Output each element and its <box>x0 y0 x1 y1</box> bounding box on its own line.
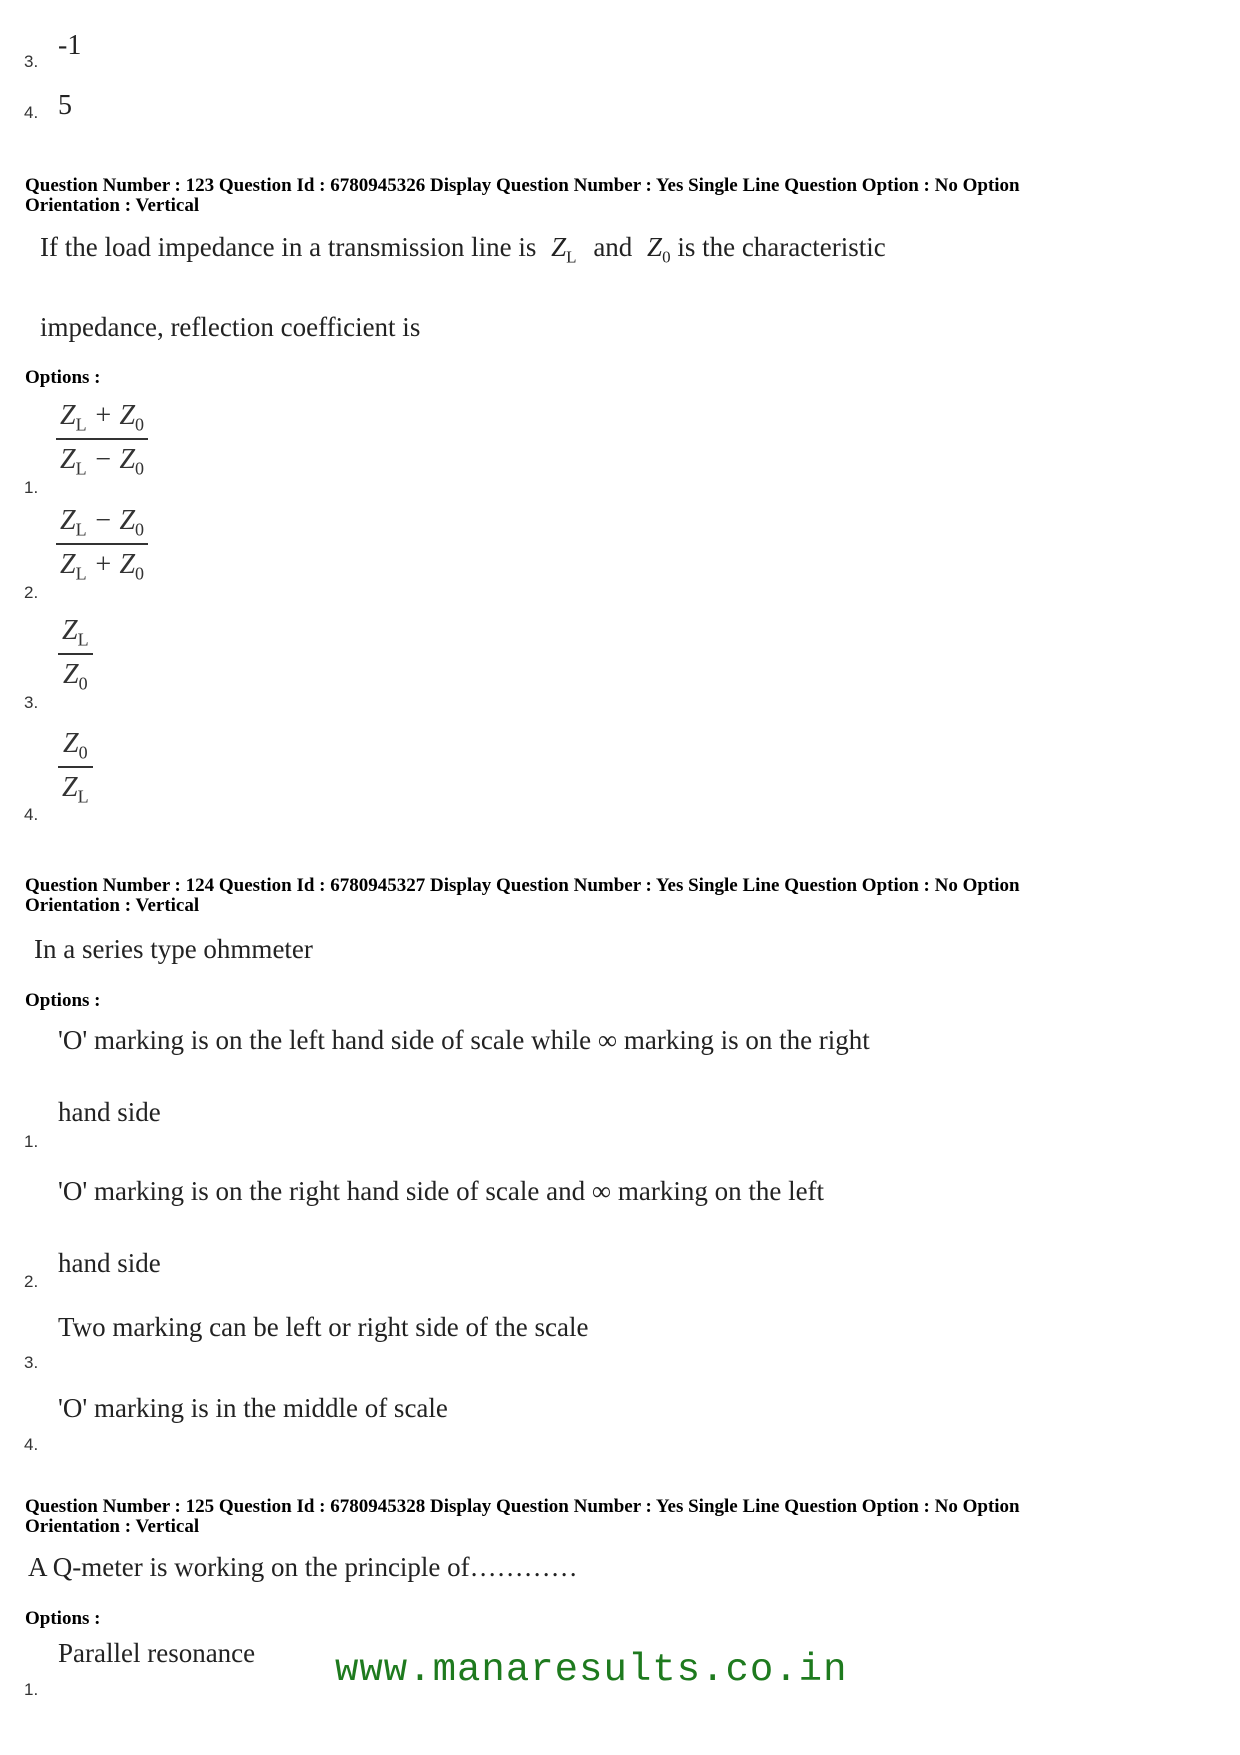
option-text: 'O' marking is on the right hand side of scale and ∞ marking on the left <box>58 1176 825 1206</box>
options-label: Options : <box>25 990 101 1011</box>
fraction-denominator: $Z_L + Z_0$ <box>60 548 145 584</box>
options-label: Options : <box>25 367 101 388</box>
variable-z0: $Z_0$ <box>647 232 671 267</box>
question-text: In a series type ohmmeter <box>34 934 313 964</box>
question-text-line: impedance, reflection coefficient is <box>40 312 421 342</box>
question-meta-line: Question Number : 124 Question Id : 6780945327 Display Question Number : Yes Single Line Question Option : No Option <box>25 875 1020 896</box>
question-meta <box>25 1497 1215 1537</box>
question-meta <box>25 176 1215 216</box>
option-number: 1. <box>24 1132 39 1151</box>
option-number: 3. <box>24 693 39 712</box>
fraction-denominator: $Z_L - Z_0$ <box>60 443 145 479</box>
fraction-numerator: $Z_L - Z_0$ <box>56 505 148 545</box>
question-meta-line: Question Number : 123 Question Id : 6780945326 Display Question Number : Yes Single Line Question Option : No Option <box>25 175 1020 196</box>
fraction-option-1 <box>56 400 148 479</box>
option-number: 4. <box>24 805 39 824</box>
option-text: hand side <box>58 1097 161 1127</box>
option-number: 3. <box>24 52 39 71</box>
option-number: 1. <box>24 1680 39 1699</box>
options-label: Options : <box>25 1608 101 1629</box>
fraction-numerator: $Z_L$ <box>58 615 93 655</box>
fraction-numerator: $Z_0$ <box>58 728 93 768</box>
watermark-text: www.manaresults.co.in <box>335 1648 848 1692</box>
option-text: 'O' marking is on the left hand side of scale while ∞ marking is on the right <box>58 1025 870 1055</box>
option-text: Parallel resonance <box>58 1638 256 1668</box>
option-text: 5 <box>58 90 72 121</box>
question-text-part: is the characteristic <box>677 232 886 262</box>
variable-zl: $Z_L$ <box>551 232 577 267</box>
option-number: 3. <box>24 1353 39 1372</box>
question-text-part: If the load impedance in a transmission line is <box>40 232 537 262</box>
question-meta-line: Question Number : 125 Question Id : 6780945328 Display Question Number : Yes Single Line Question Option : No Option <box>25 1496 1020 1517</box>
fraction-option-4 <box>58 728 93 807</box>
option-text: hand side <box>58 1248 161 1278</box>
option-number: 4. <box>24 1435 39 1454</box>
fraction-option-2 <box>56 505 148 584</box>
question-meta-line: Orientation : Vertical <box>25 1516 200 1537</box>
fraction-option-3 <box>58 615 93 694</box>
question-text-part: and <box>593 232 633 262</box>
question-text <box>40 232 886 267</box>
question-meta-line: Orientation : Vertical <box>25 195 200 216</box>
question-text: A Q-meter is working on the principle of………… <box>28 1552 578 1582</box>
option-number: 2. <box>24 583 39 602</box>
option-number: 2. <box>24 1272 39 1291</box>
option-text: 'O' marking is in the middle of scale <box>58 1393 448 1423</box>
question-meta <box>25 876 1215 916</box>
option-number: 4. <box>24 103 39 122</box>
question-meta-line: Orientation : Vertical <box>25 895 200 916</box>
fraction-denominator: $Z_0$ <box>63 658 88 694</box>
option-text: Two marking can be left or right side of the scale <box>58 1312 589 1342</box>
option-number: 1. <box>24 478 39 497</box>
fraction-denominator: $Z_L$ <box>62 771 89 807</box>
option-text: -1 <box>58 30 82 61</box>
fraction-numerator: $Z_L + Z_0$ <box>56 400 148 440</box>
